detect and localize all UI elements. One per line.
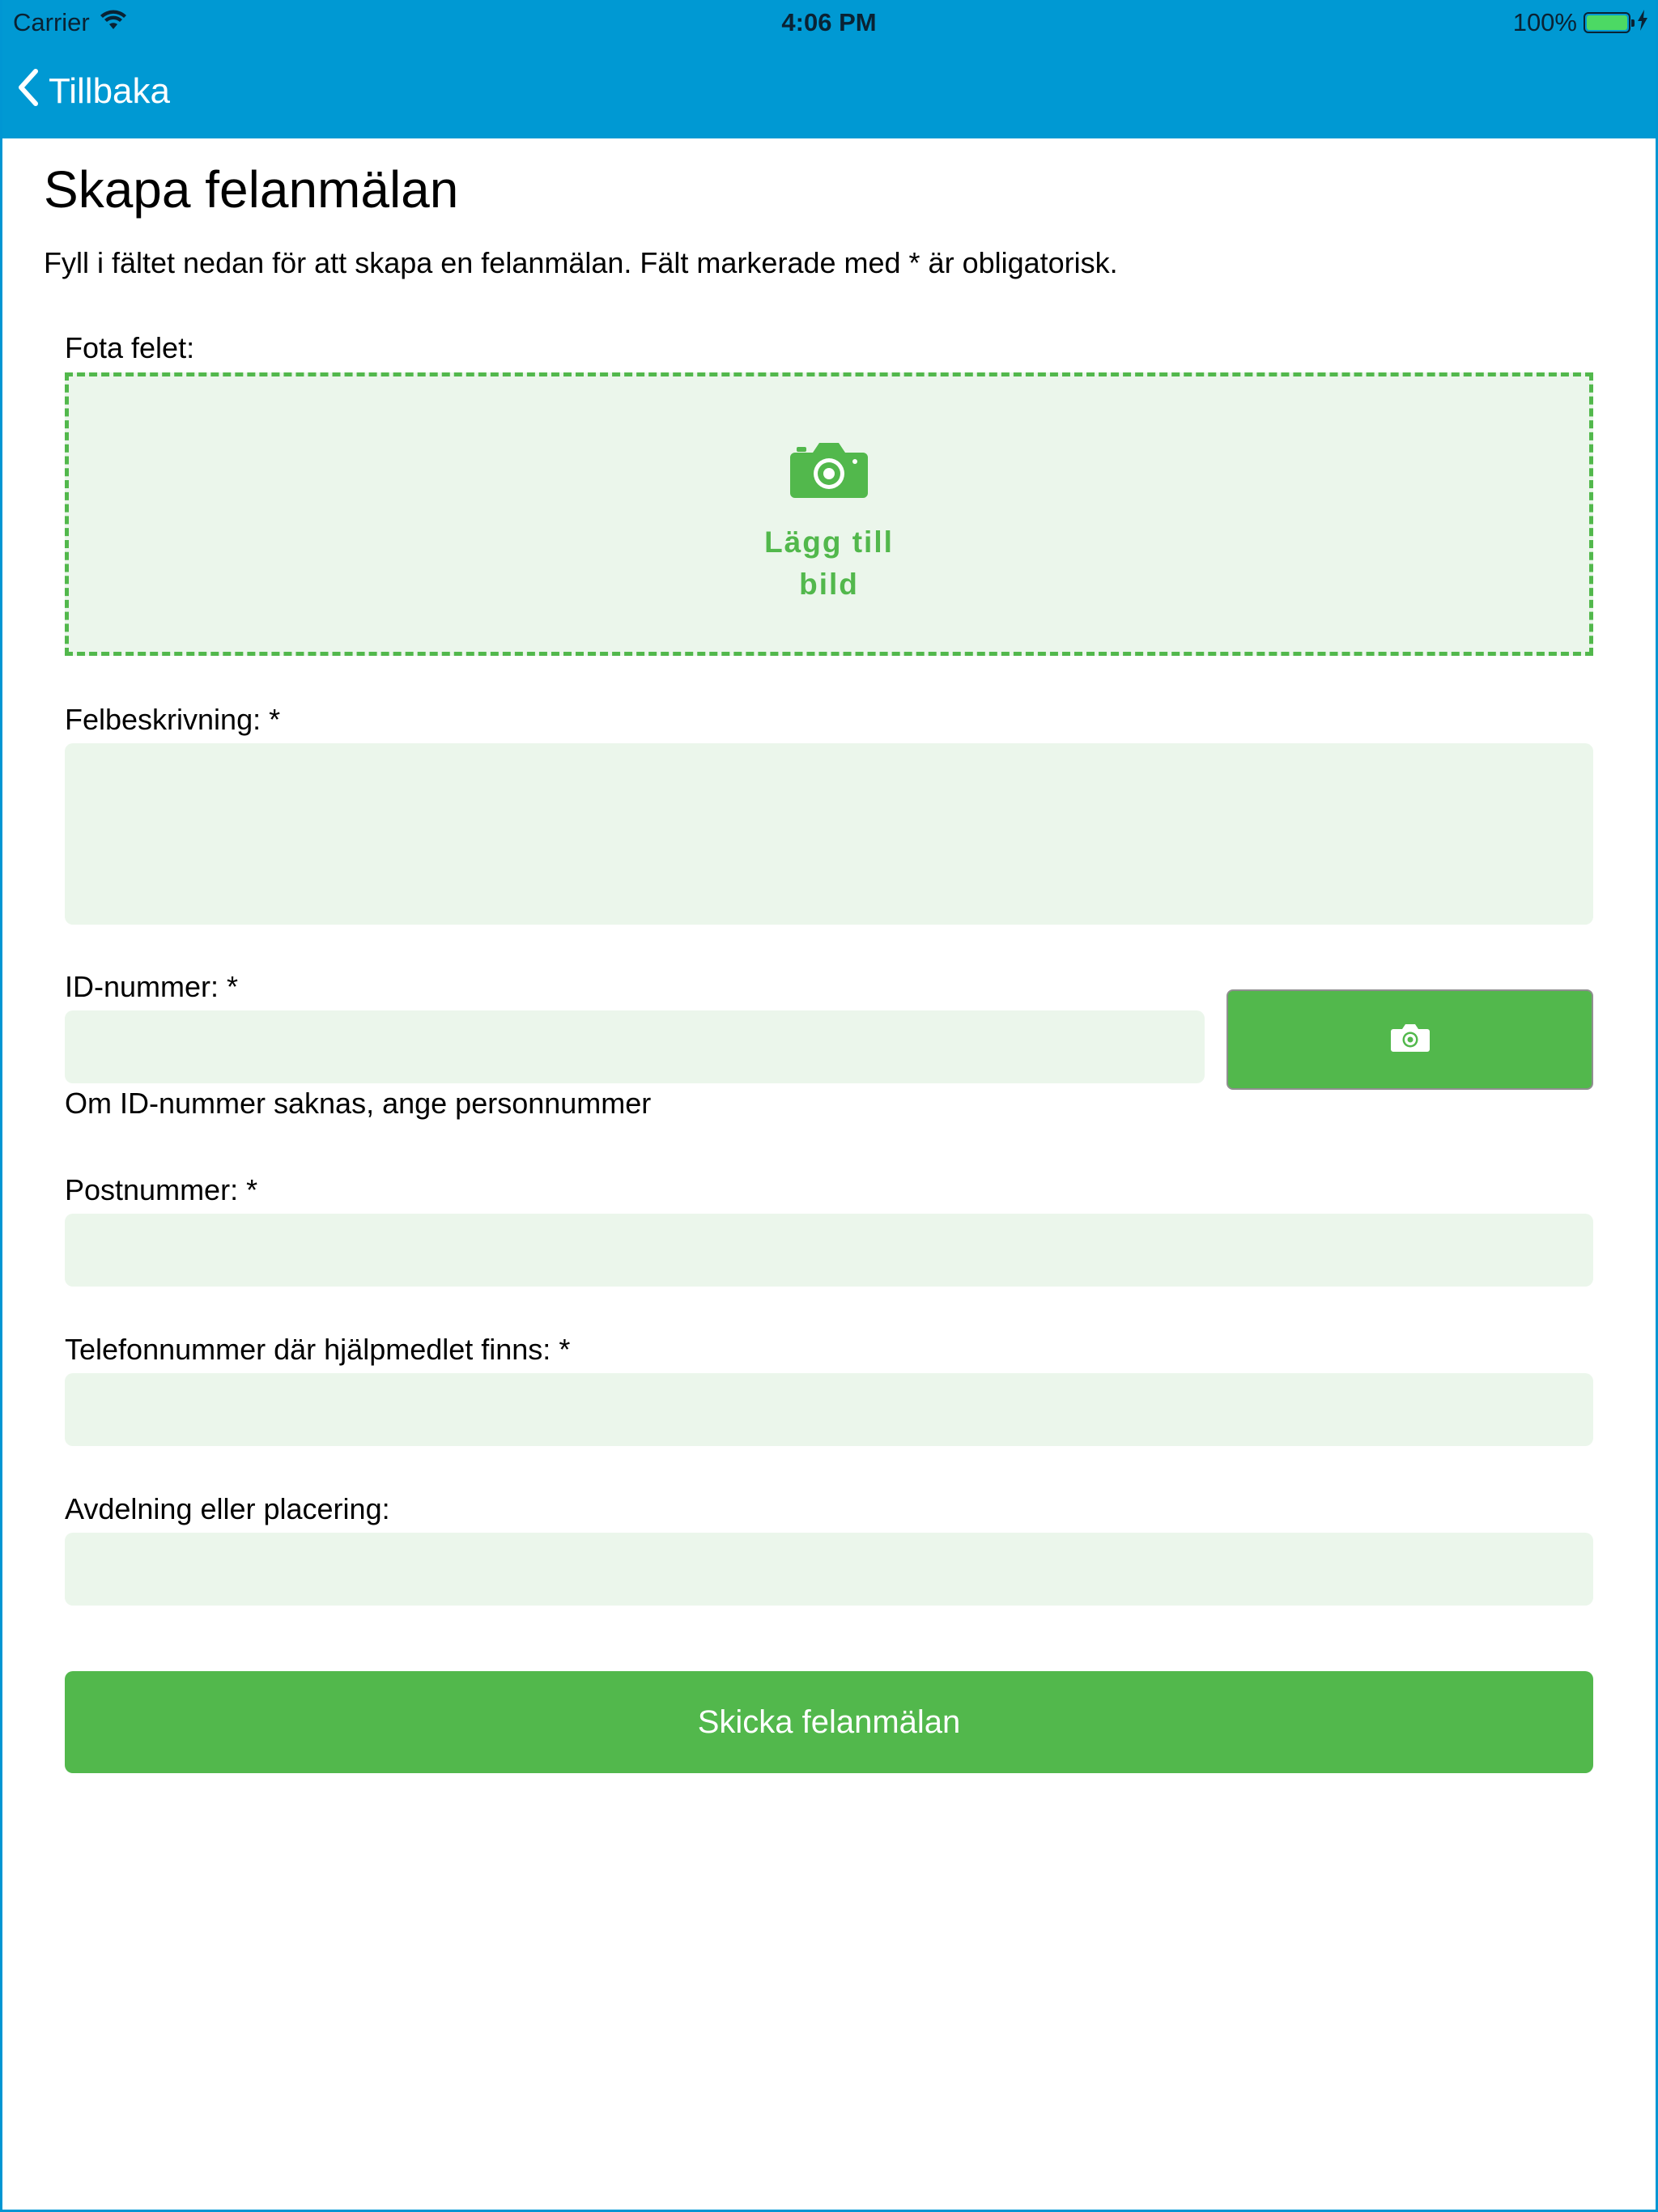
postal-code-field[interactable] [65, 1214, 1593, 1287]
description-field[interactable] [65, 743, 1593, 925]
id-label: ID-nummer: * [65, 970, 239, 1003]
battery-icon [1584, 12, 1630, 33]
camera-icon [789, 440, 869, 504]
intro-text: Fyll i fältet nedan för att skapa en felanmälan. Fält markerade med * är obligatorisk. [44, 246, 1118, 279]
scan-id-button[interactable] [1226, 989, 1593, 1090]
carrier-label: Carrier [13, 8, 90, 36]
app-header [0, 0, 1658, 138]
status-time: 4:06 PM [781, 8, 877, 36]
back-label: Tillbaka [49, 71, 170, 111]
submit-button[interactable]: Skicka felanmälan [65, 1671, 1593, 1773]
add-photo-label: Lägg till bild [764, 525, 894, 601]
description-label: Felbeskrivning: * [65, 703, 281, 736]
add-photo-dropzone[interactable] [65, 372, 1593, 656]
chevron-left-icon [15, 68, 40, 116]
phone-field[interactable] [65, 1373, 1593, 1446]
id-hint: Om ID-nummer saknas, ange personnummer [65, 1087, 652, 1120]
id-number-field[interactable] [65, 1010, 1205, 1083]
location-label: Avdelning eller placering: [65, 1492, 390, 1525]
phone-label: Telefonnummer där hjälpmedlet finns: * [65, 1333, 571, 1366]
location-field[interactable] [65, 1533, 1593, 1606]
charging-bolt-icon [1637, 8, 1648, 37]
battery-percent: 100% [1512, 8, 1577, 36]
status-right [1513, 5, 1648, 40]
camera-icon [1390, 1023, 1431, 1057]
back-button[interactable] [15, 66, 170, 117]
photo-label: Fota felet: [65, 331, 195, 364]
page-title: Skapa felanmälan [44, 160, 459, 219]
postal-label: Postnummer: * [65, 1173, 258, 1206]
